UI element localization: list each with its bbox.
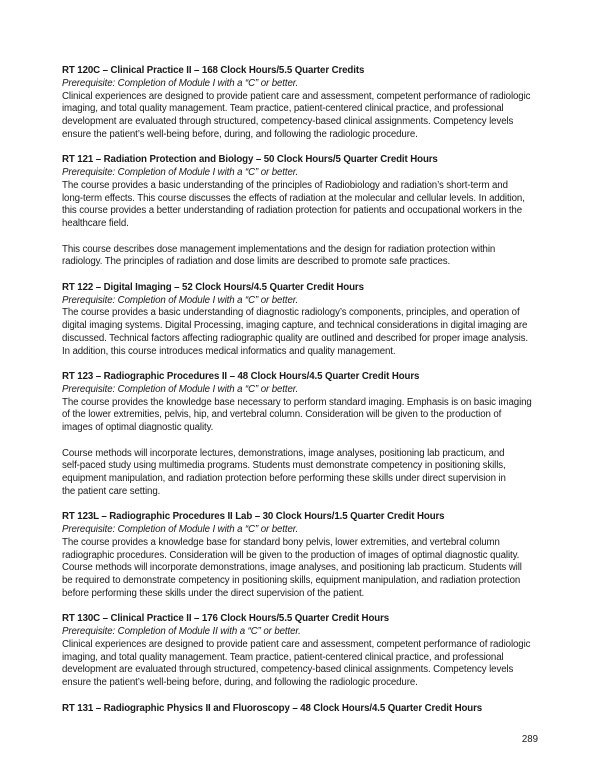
text-line: ensure the patient’s well-being before, during, and following the radiologic procedure.: [62, 677, 418, 688]
text-line: discussed. Technical factors affecting radiographic quality are outlined and described for proper image analysis.: [62, 332, 528, 344]
course-entry: [62, 511, 552, 600]
text-line: The course provides a knowledge base for standard bony pelvis, lower extremities, and vertebral column: [62, 536, 500, 548]
course-prerequisite: Prerequisite: Completion of Module I with a “C” or better.: [62, 77, 299, 89]
course-prerequisite: Prerequisite: Completion of Module II with a “C” or better.: [62, 626, 301, 637]
course-heading: RT 120C – Clinical Practice II – 168 Clock Hours/5.5 Quarter Credits: [62, 65, 365, 76]
page-number: 289: [521, 734, 538, 745]
course-entry: [62, 65, 552, 142]
course-heading: RT 121 – Radiation Protection and Biology – 50 Clock Hours/5 Quarter Credit Hours: [62, 154, 438, 166]
text-line: development are evaluated through structured, competency-based clinical assignments. Competency levels: [62, 116, 514, 127]
text-line: This course describes dose management implementations and the design for radiation protection within: [62, 243, 496, 255]
text-line: The course provides a basic understanding of diagnostic radiology’s components, principles, and operation of: [62, 307, 520, 319]
text-line: Course methods will incorporate demonstrations, image analyses, and positioning lab practicum. Students will: [62, 562, 522, 574]
text-line: Clinical experiences are designed to provide patient care and assessment, competent performance of radiologic: [62, 90, 531, 102]
course-heading: RT 130C – Clinical Practice II – 176 Clock Hours/5.5 Quarter Credit Hours: [62, 613, 390, 625]
course-entry: [62, 371, 552, 499]
text-line: ensure the patient’s well-being before, during, and following the radiologic procedure.: [62, 128, 418, 140]
course-description: [62, 639, 552, 690]
course-description: [62, 397, 552, 435]
course-prerequisite: Prerequisite: Completion of Module I with a “C” or better.: [62, 383, 299, 395]
text-line: digital imaging systems. Digital Processing, imaging capture, and technical considerations in digital imaging are: [62, 320, 528, 331]
text-line: The course provides a basic understanding of the principles of Radiobiology and radiation’s short-term and: [62, 179, 508, 191]
course-description: [62, 180, 552, 231]
course-entry: [62, 154, 552, 269]
course-heading: RT 122 – Digital Imaging – 52 Clock Hours/4.5 Quarter Credit Hours: [62, 281, 364, 293]
text-line: In addition, this course introduces medical informatics and quality management.: [62, 345, 396, 357]
text-line: development are evaluated through structured, competency-based clinical assignments. Competency levels: [62, 664, 514, 676]
course-description: [62, 307, 552, 358]
text-line: images of optimal diagnostic quality.: [62, 422, 214, 433]
text-line: imaging, and total quality management. Team practice, patient-centered clinical practice, and professional: [62, 103, 504, 115]
course-description: [62, 91, 552, 142]
course-prerequisite: Prerequisite: Completion of Module I with a “C” or better.: [62, 167, 299, 178]
text-line: the patient care setting.: [62, 485, 161, 497]
course-heading: RT 131 – Radiographic Physics II and Fluoroscopy – 48 Clock Hours/4.5 Quarter Credit Hours: [62, 702, 483, 714]
course-entry: [62, 282, 552, 359]
course-entry: [62, 703, 552, 716]
course-entry: [62, 613, 552, 690]
course-heading: RT 123 – Radiographic Procedures II – 48 Clock Hours/4.5 Quarter Credit Hours: [62, 371, 420, 382]
course-prerequisite: Prerequisite: Completion of Module I with a “C” or better.: [62, 294, 299, 306]
course-descriptions: [62, 65, 552, 728]
text-line: before performing these skills under the direct supervision of the patient.: [62, 587, 365, 599]
text-line: Course methods will incorporate lectures, demonstrations, image analyses, positioning lab practicum, and: [62, 447, 505, 459]
text-line: Clinical experiences are designed to provide patient care and assessment, competent performance of radiologic: [62, 638, 531, 650]
text-line: long-term effects. This course discusses the effects of radiation at the molecular and cellular levels. In addition,: [62, 192, 525, 204]
text-line: this course provides a better understanding of radiation protection for patients and occupational workers in the: [62, 205, 523, 217]
text-line: healthcare field.: [62, 218, 129, 229]
text-line: self-paced study using multimedia programs. Students must demonstrate competency in positioning skills,: [62, 460, 506, 472]
course-description: [62, 537, 552, 601]
text-line: The course provides the knowledge base necessary to perform standard imaging. Emphasis is on basic imaging: [62, 396, 532, 408]
text-line: equipment manipulation, and radiation protection before performing these skills under direct supervision in: [62, 473, 506, 484]
text-line: radiographic procedures. Consideration will be given to the production of images of optimal diagnostic quality.: [62, 549, 520, 561]
course-description: [62, 448, 552, 499]
text-line: of the lower extremities, pelvis, hip, and vertebral column. Consideration will be given to the production of: [62, 409, 502, 421]
course-description: [62, 244, 552, 270]
course-heading: RT 123L – Radiographic Procedures II Lab – 30 Clock Hours/1.5 Quarter Credit Hours: [62, 511, 445, 523]
text-line: imaging, and total quality management. Team practice, patient-centered clinical practice, and professional: [62, 651, 504, 663]
text-line: radiology. The principles of radiation and dose limits are described to promote safe practices.: [62, 256, 451, 268]
text-line: be required to demonstrate competency in positioning skills, equipment manipulation, and radiation protection: [62, 575, 521, 586]
course-prerequisite: Prerequisite: Completion of Module I with a “C” or better.: [62, 524, 299, 535]
